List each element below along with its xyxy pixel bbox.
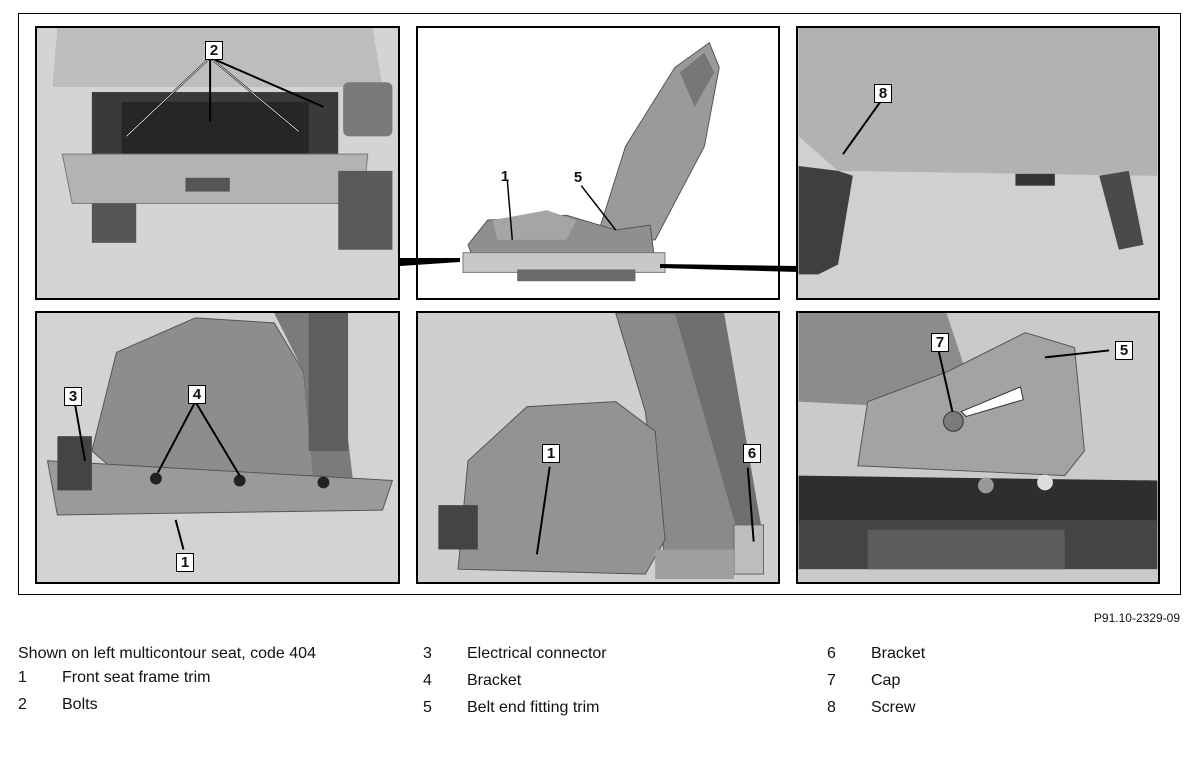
legend-item-number: 8 bbox=[827, 699, 836, 716]
legend-item-number: 6 bbox=[827, 645, 836, 662]
legend-item-number: 3 bbox=[423, 645, 432, 662]
legend-item-text: Belt end fitting trim bbox=[467, 699, 600, 716]
panel-cap-illustration bbox=[798, 313, 1158, 582]
panel-bolts-view bbox=[35, 26, 400, 300]
legend-item bbox=[827, 644, 925, 664]
callout-4: 4 bbox=[188, 385, 206, 404]
legend-item bbox=[827, 698, 925, 718]
callout-1: 1 bbox=[542, 444, 560, 463]
legend-item-text: Cap bbox=[871, 672, 901, 689]
legend-item-number: 2 bbox=[18, 696, 27, 713]
callout-8: 8 bbox=[874, 84, 892, 103]
legend-item-text: Bracket bbox=[871, 645, 926, 662]
legend-item bbox=[423, 644, 607, 664]
legend-item-number: 1 bbox=[18, 669, 27, 686]
reference-code: P91.10-2329-09 bbox=[1093, 611, 1180, 625]
panel-screw-view bbox=[796, 26, 1160, 300]
panel-seat-overview bbox=[416, 26, 780, 300]
panel-connector-illustration bbox=[37, 313, 398, 582]
legend-item-text: Screw bbox=[871, 699, 916, 716]
seat-overview-illustration bbox=[418, 28, 778, 298]
callout-6: 6 bbox=[743, 444, 761, 463]
legend-item-number: 5 bbox=[423, 699, 432, 716]
panel-bracket-view bbox=[416, 311, 780, 584]
panel-bracket-illustration bbox=[418, 313, 778, 582]
legend-item-text: Electrical connector bbox=[467, 645, 607, 662]
legend-item-text: Bracket bbox=[467, 672, 522, 689]
panel-cap-view bbox=[796, 311, 1160, 584]
legend-item-text: Bolts bbox=[62, 696, 98, 713]
callout-1: 1 bbox=[176, 553, 194, 572]
legend-item bbox=[18, 695, 318, 715]
legend-item bbox=[18, 668, 318, 688]
panel-bolts-illustration bbox=[37, 28, 398, 298]
legend-item-number: 4 bbox=[423, 672, 432, 689]
callout-3: 3 bbox=[64, 387, 82, 406]
legend-column-3 bbox=[827, 644, 925, 725]
callout-5: 5 bbox=[573, 169, 583, 186]
legend-item bbox=[827, 671, 925, 691]
legend-column-2 bbox=[423, 644, 607, 725]
callout-5: 5 bbox=[1115, 341, 1133, 360]
panel-screw-illustration bbox=[798, 28, 1158, 298]
panel-connector-view bbox=[35, 311, 400, 584]
legend-item-number: 7 bbox=[827, 672, 836, 689]
legend-item-text: Front seat frame trim bbox=[62, 669, 211, 686]
callout-1: 1 bbox=[500, 168, 510, 185]
legend-item bbox=[423, 671, 607, 691]
legend-caption: Shown on left multicontour seat, code 404 bbox=[18, 645, 316, 662]
legend-item bbox=[423, 698, 607, 718]
callout-7: 7 bbox=[931, 333, 949, 352]
legend-column-1 bbox=[18, 644, 318, 722]
callout-2: 2 bbox=[205, 41, 223, 60]
